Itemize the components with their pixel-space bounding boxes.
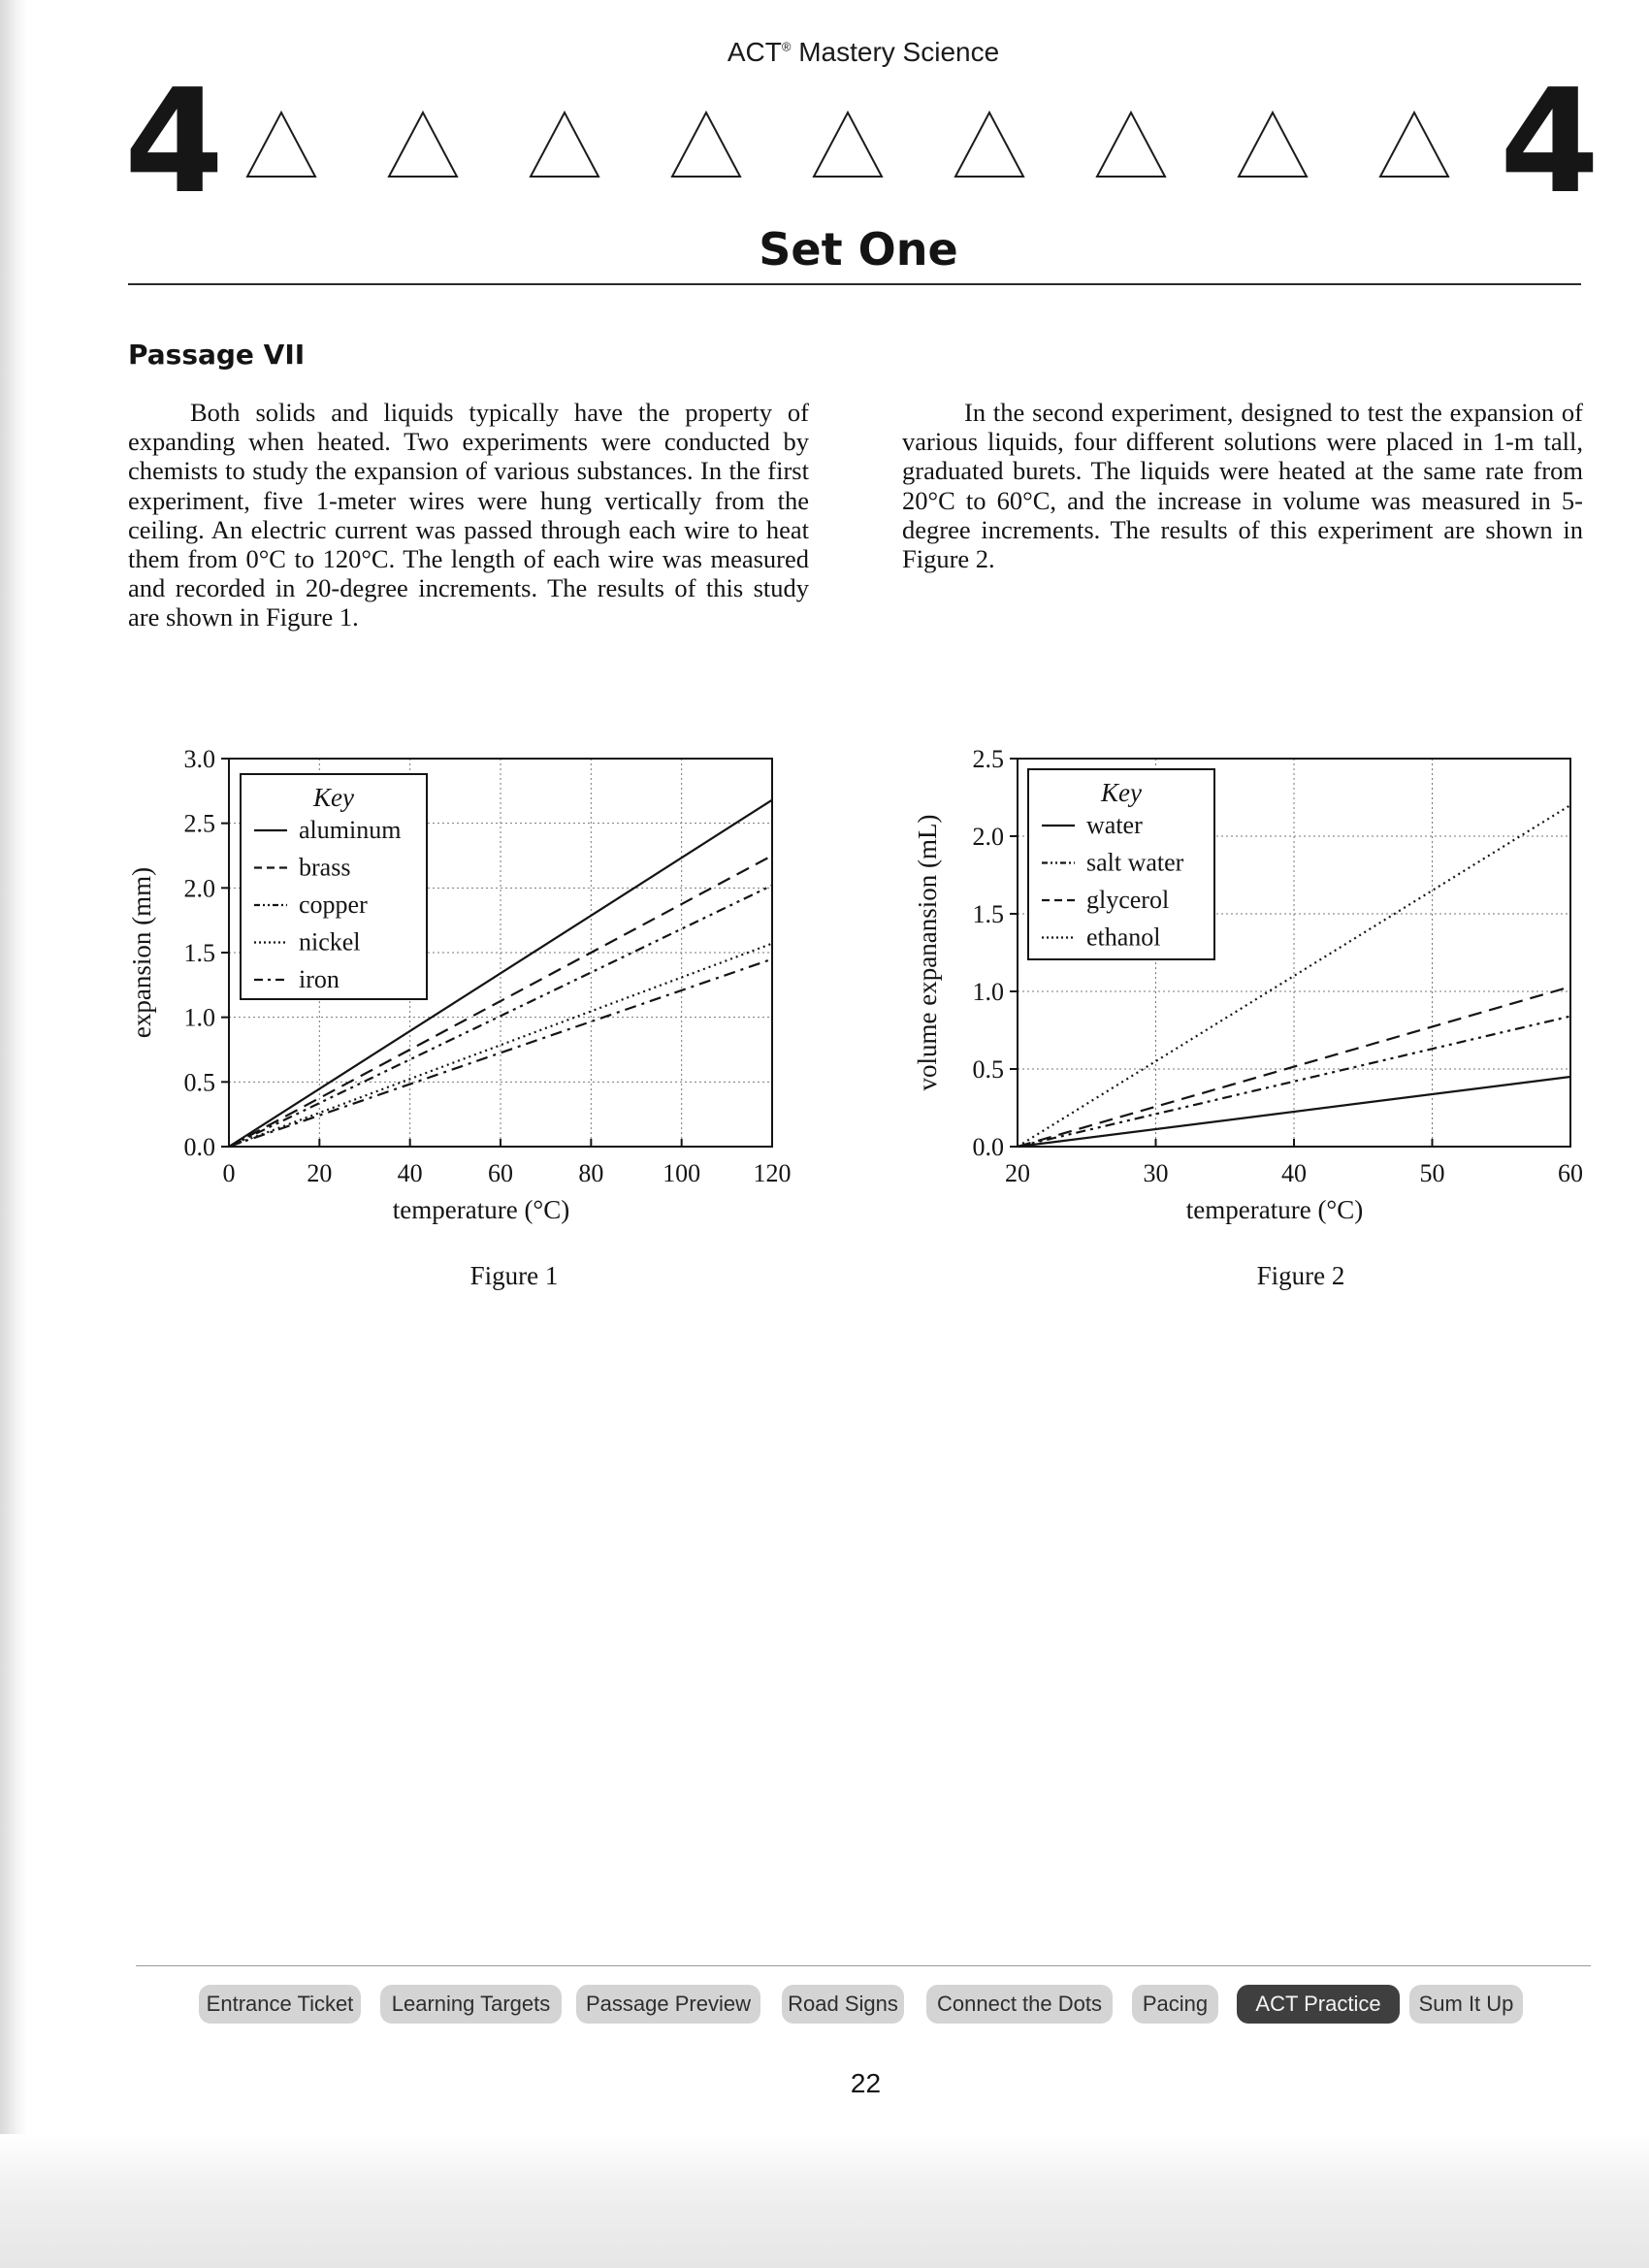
scan-shadow-left <box>0 0 27 2268</box>
fig2-x-tick-label: 20 <box>1005 1159 1030 1187</box>
fig2-x-axis-label: temperature (°C) <box>1185 1195 1364 1224</box>
fig2-legend-label: water <box>1086 811 1143 839</box>
nav-button-entrance-ticket[interactable]: Entrance Ticket <box>199 1985 361 2024</box>
nav-button-act-practice[interactable]: ACT Practice <box>1237 1985 1400 2024</box>
fig1-x-tick-label: 60 <box>488 1159 513 1187</box>
section-number-left: 4 <box>124 58 224 225</box>
fig1-y-tick-label: 0.5 <box>183 1068 215 1097</box>
fig2-legend-label: ethanol <box>1086 923 1161 952</box>
fig2-legend-label: glycerol <box>1086 886 1170 914</box>
fig2-y-tick-label: 0.5 <box>972 1055 1004 1084</box>
fig1-legend-label: iron <box>299 965 340 993</box>
triangle-icon <box>1380 113 1448 177</box>
fig1-x-tick-label: 0 <box>222 1159 236 1187</box>
fig1-x-axis-label: temperature (°C) <box>392 1195 570 1224</box>
fig1-legend-title: Key <box>313 783 354 812</box>
fig2-x-tick-label: 60 <box>1558 1159 1583 1187</box>
fig2-caption: Figure 2 <box>1256 1261 1345 1290</box>
fig1-legend-label: aluminum <box>299 816 402 844</box>
triangle-icon <box>814 113 882 177</box>
triangle-icon <box>1097 113 1165 177</box>
triangle-icon <box>389 113 457 177</box>
fig1-x-tick-label: 20 <box>307 1159 333 1187</box>
fig1-x-tick-label: 100 <box>663 1159 701 1187</box>
triangle-icon <box>672 113 740 177</box>
nav-rule <box>136 1965 1591 1966</box>
fig2-x-tick-label: 30 <box>1143 1159 1169 1187</box>
fig1-legend-label: copper <box>299 891 368 919</box>
section-number-right: 4 <box>1500 58 1600 225</box>
nav-button-sum-it-up[interactable]: Sum It Up <box>1409 1985 1523 2024</box>
fig2-y-axis-label: volume expanansion (mL) <box>913 814 942 1091</box>
triangle-icon <box>955 113 1023 177</box>
triangle-row <box>242 107 1465 184</box>
page-number: 22 <box>850 2068 882 2098</box>
fig2-y-tick-label: 2.0 <box>972 823 1004 851</box>
fig1-y-axis-label: expansion (mm) <box>127 866 156 1039</box>
fig2-y-tick-label: 0.0 <box>972 1133 1004 1161</box>
fig2-legend-label: salt water <box>1086 848 1184 877</box>
fig1-x-tick-label: 40 <box>397 1159 423 1187</box>
triangle-icon <box>247 113 315 177</box>
scan-shadow-bottom <box>0 2134 1649 2268</box>
fig2-y-tick-label: 1.5 <box>972 900 1004 928</box>
fig2-legend-title: Key <box>1101 778 1142 807</box>
fig2-y-tick-label: 1.0 <box>972 978 1004 1006</box>
fig1-x-tick-label: 80 <box>578 1159 604 1187</box>
book-title: ACT® Mastery Science <box>727 37 1000 67</box>
nav-button-passage-preview[interactable]: Passage Preview <box>576 1985 760 2024</box>
fig1-y-tick-label: 1.5 <box>183 939 215 967</box>
title-rule <box>128 283 1581 285</box>
fig1-legend-label: nickel <box>299 927 361 956</box>
fig1-caption: Figure 1 <box>469 1261 559 1290</box>
passage-paragraph-right: In the second experiment, designed to test the expansion of various liquids, four different solutions were placed in 1-m tall, graduated burets. The liquids were heated at the same rate from 20°C to 60°C, and the increase in volume was measured in 5-degree increments. The results of this experiment are shown in Figure 2. <box>902 398 1583 574</box>
fig2-x-tick-label: 40 <box>1281 1159 1307 1187</box>
nav-button-connect-the-dots[interactable]: Connect the Dots <box>926 1985 1113 2024</box>
fig1-y-tick-label: 3.0 <box>183 745 215 773</box>
figure-2-chart <box>897 732 1596 1314</box>
figure-1-chart <box>116 737 815 1319</box>
passage-paragraph-left: Both solids and liquids typically have the property of expanding when heated. Two experiments were conducted by chemists to study the expansion of various substances. In the first experiment, five 1-meter wires were hung vertically from the ceiling. An electric current was passed through each wire to heat them from 0°C to 120°C. The length of each wire was measured and recorded in 20-degree increments. The results of this study are shown in Figure 1. <box>128 398 809 632</box>
fig1-y-tick-label: 0.0 <box>183 1133 215 1161</box>
nav-button-road-signs[interactable]: Road Signs <box>782 1985 904 2024</box>
fig1-y-tick-label: 1.0 <box>183 1003 215 1032</box>
set-title: Set One <box>759 223 958 275</box>
triangle-icon <box>531 113 598 177</box>
nav-button-learning-targets[interactable]: Learning Targets <box>380 1985 562 2024</box>
fig1-x-tick-label: 120 <box>753 1159 792 1187</box>
passage-label: Passage VII <box>128 339 306 371</box>
triangle-icon <box>1239 113 1307 177</box>
fig2-y-tick-label: 2.5 <box>972 745 1004 773</box>
fig2-x-tick-label: 50 <box>1419 1159 1445 1187</box>
fig1-y-tick-label: 2.0 <box>183 874 215 903</box>
fig1-legend-label: brass <box>299 853 351 882</box>
fig1-y-tick-label: 2.5 <box>183 809 215 838</box>
nav-button-pacing[interactable]: Pacing <box>1132 1985 1218 2024</box>
fig2-series-water <box>1018 1077 1570 1147</box>
